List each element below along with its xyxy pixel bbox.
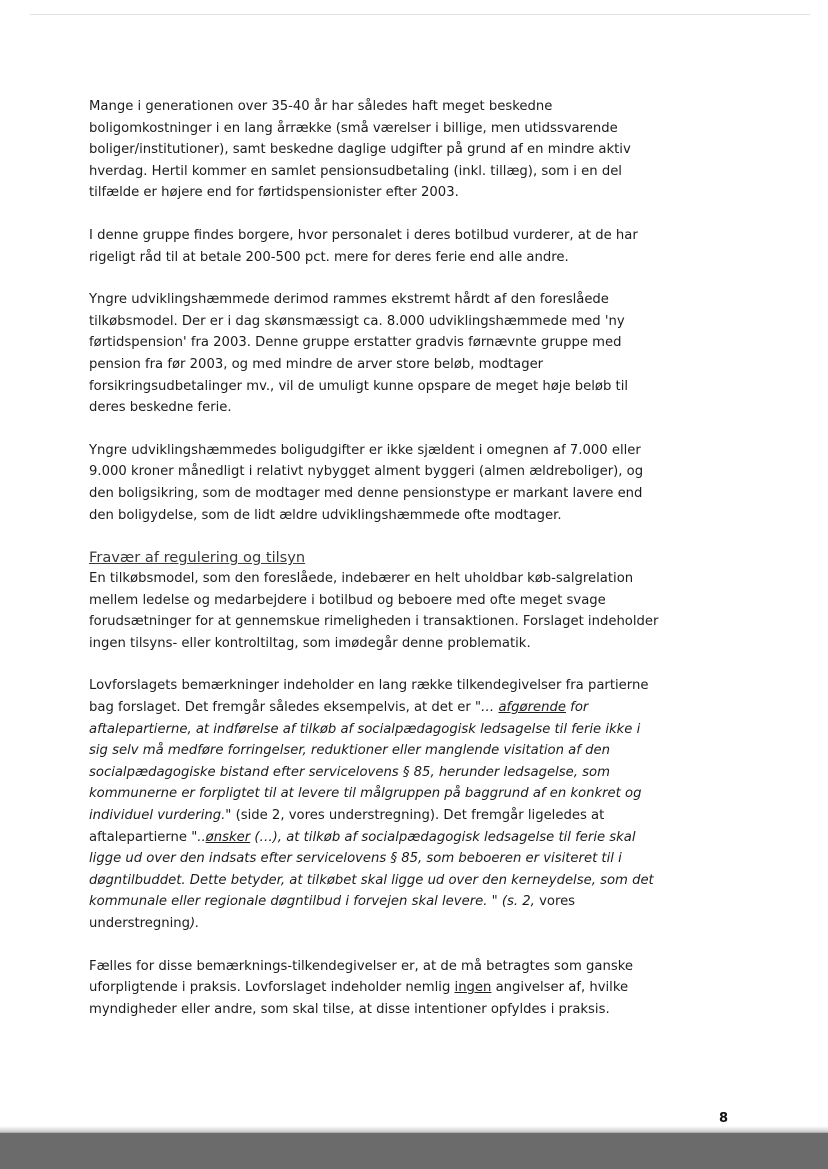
- top-rule: [30, 14, 810, 15]
- quote-ending: vores understregning: [89, 894, 576, 931]
- paragraph-2: I denne gruppe findes borgere, hvor personalet i deres botilbud vurderer, at de har rigeligt råd til at betale 200-500 pct. mere for deres ferie end alle andre.: [89, 227, 638, 265]
- document-body: [89, 96, 659, 1041]
- quote-paragraph: [89, 675, 659, 934]
- section-paragraph: En tilkøbsmodel, som den foreslåede, indebærer en helt uholdbar køb-salgrelation mellem ledelse og medarbejdere i botilbud og beboere med ofte meget svage forudsætninger for at gennemskue rimeligheden i transaktionen. Forslaget indeholder ingen tilsyns- eller kontroltiltag, som imødegår denne problematik.: [89, 571, 659, 651]
- quote-1-open: "…: [474, 700, 499, 716]
- quote-intro: Lovforslagets bemærkninger indeholder en lang række tilkendegivelser fra partierne bag forslaget. Det fremgår således eksempelvis, at det er: [89, 678, 649, 716]
- section-heading: Fravær af regulering og tilsyn: [89, 549, 306, 567]
- quote-2-underlined: ønsker: [205, 829, 251, 845]
- scan-bottom-band: [0, 1133, 828, 1169]
- paragraph-1: Mange i generationen over 35-40 år har således haft meget beskedne boligomkostninger i en lang årrække (små værelser i billige, men utidssvarende boliger/institutioner), samt beskedne daglige udgifter på grund af en mindre aktiv hverdag. Hertil kommer en samlet pensionsudbetaling (inkl. tillæg), som i en del tilfælde er højere end for førtidspensionister efter 2003.: [89, 99, 631, 201]
- quote-2-open: "..: [191, 829, 206, 845]
- quote-ending-close: ).: [190, 916, 200, 931]
- paragraph-4: Yngre udviklingshæmmedes boligudgifter er ikke sjældent i omegnen af 7.000 eller 9.000 kroner månedligt i relativt nybygget alment byggeri (almen ældreboliger), og den boligsikring, som de modtager med denne pensionstype er markant lavere end den boligydelse, som de lidt ældre udviklingshæmmede ofte modtager.: [89, 442, 644, 523]
- quote-2-rest: (…), at tilkøb af socialpædagogisk ledsagelse til ferie skal ligge ud over den indsats efter servicelovens § 85, som beboeren er visiteret til i døgntilbuddet. Dette betyder, at tilkøbet skal ligge ud over den kerneydelse, som det kommunale eller regionale døgntilbud i forvejen skal levere. " (s. 2,: [89, 829, 654, 910]
- final-underlined: ingen: [454, 980, 492, 996]
- quote-1: [89, 700, 641, 823]
- page-number: 8: [719, 1111, 729, 1126]
- paragraph-3: Yngre udviklingshæmmede derimod rammes ekstremt hårdt af den foreslåede tilkøbsmodel. Der er i dag skønsmæssigt ca. 8.000 udviklingshæmmede med 'ny førtidspension' fra 2003. Denne gruppe erstatter gradvis førnævnte gruppe med pension fra før 2003, og med mindre de arver store beløb, modtager forsikringsudbetalinger mv., vil de umuligt kunne opspare de meget høje beløb til deres beskedne ferie.: [89, 292, 629, 416]
- quote-1-underlined: afgørende: [498, 700, 566, 716]
- final-after: angivelser af, hvilke myndigheder eller andre, som skal tilse, at disse intentioner opfyldes i praksis.: [89, 980, 629, 1017]
- quote-middle: (side 2, vores understregning). Det fremgår ligeledes at aftalepartierne: [89, 808, 605, 845]
- quote-1-rest: for aftalepartierne, at indførelse af tilkøb af socialpædagogisk ledsagelse til ferie ikke i sig selv må medføre forringelser, reduktioner eller manglende visitation af den socialpædagogiske bistand efter servicelovens § 85, herunder ledsagelse, som kommunerne er forpligtet til at levere til målgruppen på baggrund af en konkret og individuel vurdering.": [89, 700, 642, 824]
- final-before: Fælles for disse bemærknings-tilkendegivelser er, at de må betragtes som ganske uforpligtende i praksis. Lovforslaget indeholder nemlig: [89, 958, 633, 996]
- final-paragraph: [89, 956, 659, 1021]
